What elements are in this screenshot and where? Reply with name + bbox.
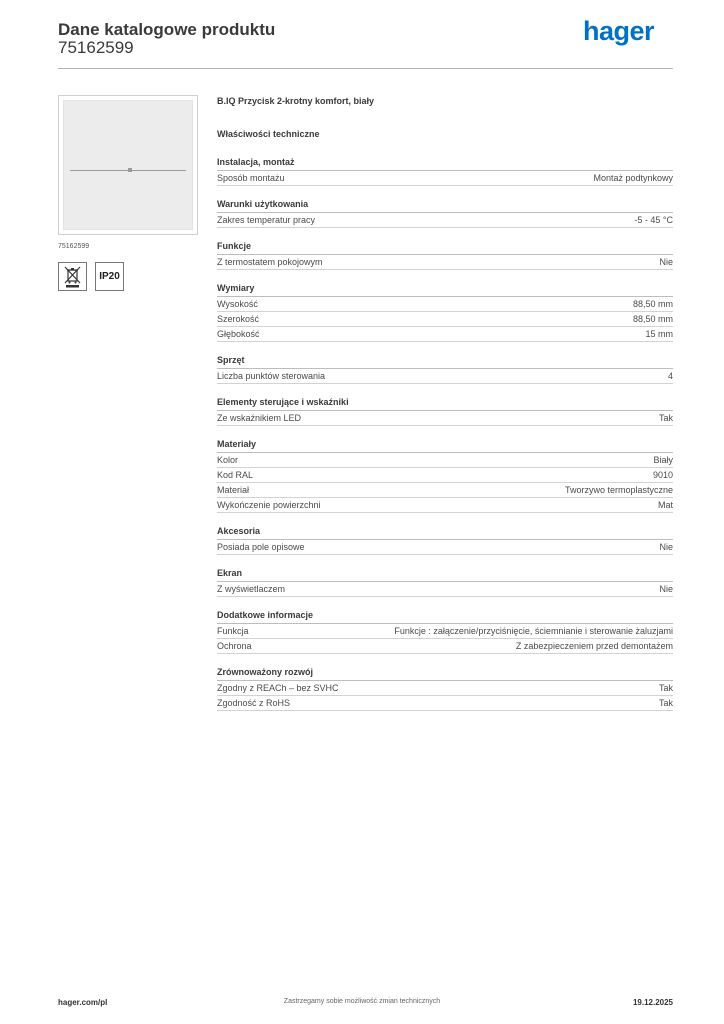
spec-row [217, 327, 673, 342]
section-title: Elementy sterujące i wskaźniki [217, 395, 673, 411]
spec-section [217, 608, 673, 654]
spec-row [217, 369, 673, 384]
section-title: Warunki użytkowania [217, 197, 673, 213]
spec-label: Funkcja [217, 626, 249, 636]
spec-label: Posiada pole opisowe [217, 542, 305, 552]
rocker-center-mark [128, 168, 132, 172]
section-title: Wymiary [217, 281, 673, 297]
spec-row [217, 483, 673, 498]
spec-label: Wykończenie powierzchni [217, 500, 321, 510]
footer-website[interactable]: hager.com/pl [58, 998, 108, 1007]
spec-label: Z termostatem pokojowym [217, 257, 323, 267]
spec-row [217, 255, 673, 270]
spec-label: Kolor [217, 455, 239, 465]
spec-value: 4 [667, 371, 673, 381]
footer-date: 19.12.2025 [632, 998, 673, 1007]
spec-value: Tworzywo termoplastyczne [564, 485, 673, 495]
section-title: Instalacja, montaż [217, 155, 673, 171]
spec-row [217, 312, 673, 327]
spec-row [217, 696, 673, 711]
spec-label: Zakres temperatur pracy [217, 215, 316, 225]
spec-label: Liczba punktów sterowania [217, 371, 326, 381]
spec-label: Sposób montażu [217, 173, 285, 183]
spec-row [217, 582, 673, 597]
spec-value: Biały [653, 455, 673, 465]
weee-bin-icon [58, 262, 87, 291]
spec-value: Nie [659, 542, 673, 552]
spec-value: 88,50 mm [632, 314, 673, 324]
spec-section [217, 665, 673, 711]
spec-row [217, 639, 673, 654]
spec-row [217, 498, 673, 513]
section-title: Akcesoria [217, 524, 673, 540]
spec-label: Szerokość [217, 314, 260, 324]
spec-row [217, 681, 673, 696]
spec-section [217, 395, 673, 426]
spec-label: Kod RAL [217, 470, 254, 480]
spec-row [217, 297, 673, 312]
image-caption: 75162599 [58, 243, 90, 250]
product-image [58, 95, 198, 235]
spec-label: Ochrona [217, 641, 252, 651]
section-title: Sprzęt [217, 353, 673, 369]
spec-section [217, 281, 673, 342]
spec-label: Zgodność z RoHS [217, 698, 291, 708]
spec-label: Głębokość [217, 329, 260, 339]
spec-row [217, 411, 673, 426]
spec-value: 9010 [652, 470, 673, 480]
switch-plate [63, 100, 193, 230]
spec-value: Z zabezpieczeniem przed demontażem [515, 641, 673, 651]
spec-value: Mat [657, 500, 673, 510]
hager-logo: hager [582, 16, 654, 46]
spec-label: Ze wskaźnikiem LED [217, 413, 302, 423]
spec-label: Zgodny z REACh – bez SVHC [217, 683, 339, 693]
spec-value: 88,50 mm [632, 299, 673, 309]
spec-section [217, 437, 673, 513]
spec-section [217, 566, 673, 597]
spec-value: Tak [658, 698, 673, 708]
spec-value: Nie [659, 584, 673, 594]
spec-sections [217, 155, 673, 711]
page-title: Dane katalogowe produktu [58, 20, 276, 39]
spec-label: Z wyświetlaczem [217, 584, 286, 594]
section-title: Ekran [217, 566, 673, 582]
spec-value: 15 mm [645, 329, 673, 339]
section-title: Funkcje [217, 239, 673, 255]
spec-row [217, 171, 673, 186]
spec-content [217, 96, 673, 711]
ip-rating-badge: IP20 [95, 262, 124, 291]
spec-label: Materiał [217, 485, 250, 495]
spec-section [217, 239, 673, 270]
spec-value: Nie [659, 257, 673, 267]
spec-section [217, 197, 673, 228]
spec-value: Montaż podtynkowy [593, 173, 673, 183]
section-title: Materiały [217, 437, 673, 453]
footer-disclaimer: Zastrzegamy sobie możliwość zmian technicznych [283, 998, 441, 1005]
spec-row [217, 624, 673, 639]
spec-heading: Właściwości techniczne [217, 129, 320, 139]
section-title: Zrównoważony rozwój [217, 665, 673, 681]
spec-section [217, 353, 673, 384]
spec-row [217, 540, 673, 555]
spec-value: Tak [658, 683, 673, 693]
spec-row [217, 468, 673, 483]
spec-value: -5 - 45 °C [634, 215, 673, 225]
spec-row [217, 453, 673, 468]
spec-row [217, 213, 673, 228]
spec-section [217, 155, 673, 186]
section-title: Dodatkowe informacje [217, 608, 673, 624]
spec-value: Funkcje : załączenie/przyciśnięcie, ściemnianie i sterowanie żaluzjami [394, 626, 673, 636]
spec-value: Tak [658, 413, 673, 423]
product-id: 75162599 [58, 38, 134, 57]
header-divider [58, 68, 673, 69]
spec-section [217, 524, 673, 555]
spec-label: Wysokość [217, 299, 258, 309]
product-name: B.IQ Przycisk 2-krotny komfort, biały [217, 96, 375, 106]
